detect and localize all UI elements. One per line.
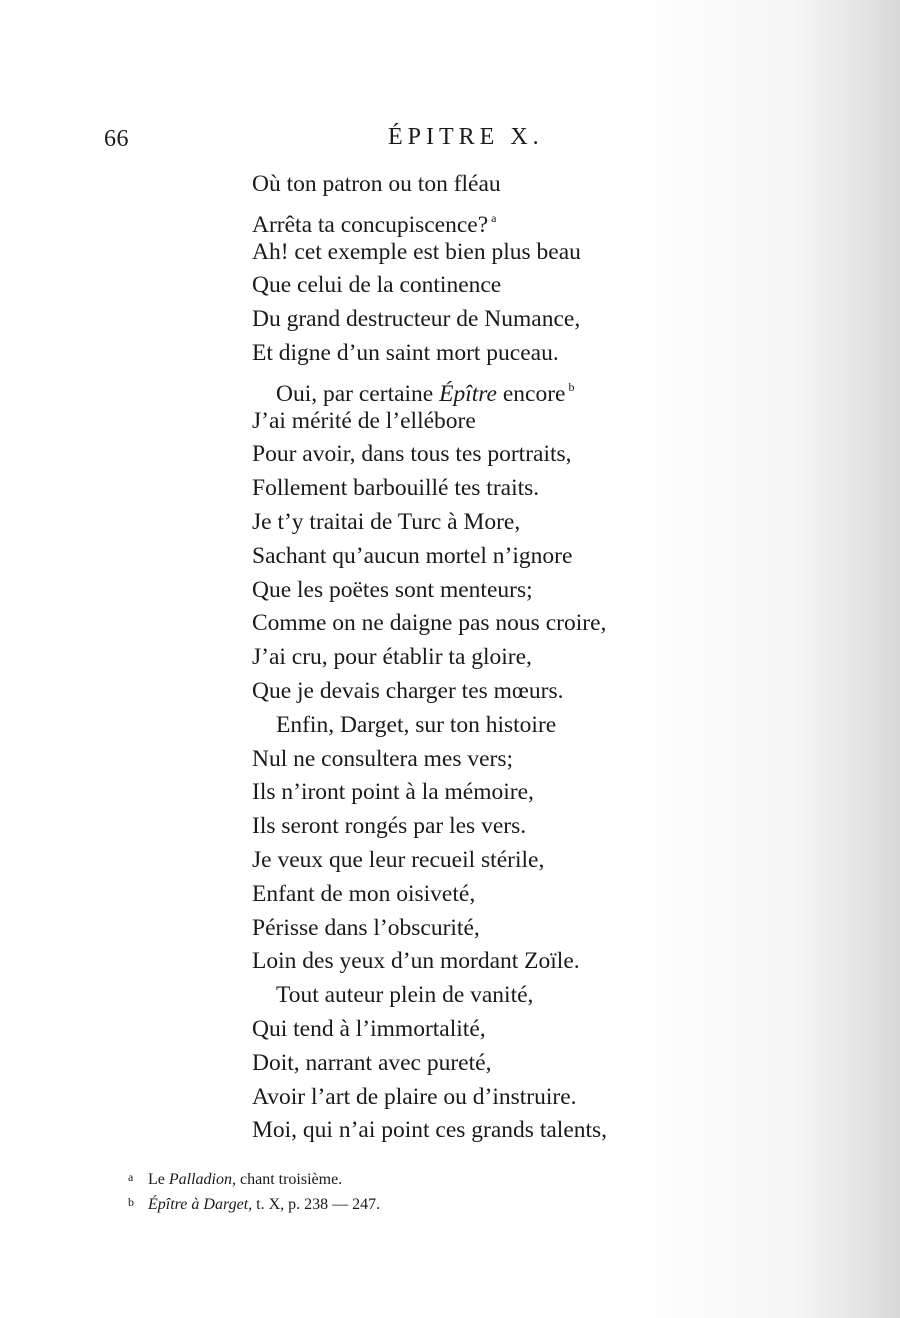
footnote-text: t. X, p. 238 — 247. [252,1196,381,1213]
verse-line [252,912,607,946]
verse-line [252,979,607,1013]
verse-text: Pour avoir, dans tous tes portraits, [252,441,572,468]
verse-line [252,371,607,405]
verse-text: Que je devais charger tes mœurs. [252,677,564,704]
verse-line [252,1013,607,1047]
verse-text: Loin des yeux d’un mordant Zoïle. [252,948,580,975]
verse-line [252,844,607,878]
running-title: ÉPITRE X. [388,124,544,150]
verse-text: Que les poëtes sont menteurs; [252,576,533,603]
note-reference: a [491,210,497,225]
verse-line [252,540,607,574]
verse-line [252,810,607,844]
footnote [128,1190,380,1215]
verse-line [252,776,607,810]
verse-text: Oui, par certaine [276,380,440,407]
verse-line [252,945,607,979]
verse-line [252,303,607,337]
verse-text: Avoir l’art de plaire ou d’instruire. [252,1083,577,1110]
verse-text: Périsse dans l’obscurité, [252,914,480,941]
page-number: 66 [104,126,129,152]
verse-text: J’ai cru, pour établir ta gloire, [252,644,532,671]
verse-line [252,574,607,608]
footnote-letter: a [128,1170,134,1184]
verse-italic-text: Épître [439,380,497,407]
verse-line [252,506,607,540]
verse-text: Comme on ne daigne pas nous croire, [252,610,607,637]
poem-text [252,168,607,1148]
verse-line [252,607,607,641]
verse-line [252,1047,607,1081]
verse-text: Et digne d’un saint mort puceau. [252,339,559,366]
verse-text: Ah! cet exemple est bien plus beau [252,238,581,265]
verse-line [252,337,607,371]
verse-text: Du grand destructeur de Numance, [252,306,581,333]
verse-line [252,472,607,506]
note-reference: b [568,379,575,394]
verse-text: Moi, qui n’ai point ces grands talents, [252,1117,608,1144]
verse-text: Ils seront rongés par les vers. [252,813,527,840]
verse-line [252,168,607,202]
verse-text: Arrêta ta concupiscence? [252,211,489,238]
verse-line [252,438,607,472]
verse-text: Qui tend à l’immortalité, [252,1015,486,1042]
verse-text: Enfin, Darget, sur ton histoire [276,711,557,738]
verse-text: Tout auteur plein de vanité, [276,982,534,1009]
verse-text: J’ai mérité de l’ellébore [252,407,476,434]
verse-line [252,236,607,270]
verse-line [252,709,607,743]
footnote [128,1165,380,1190]
verse-line [252,405,607,439]
verse-text: Doit, narrant avec pureté, [252,1049,492,1076]
verse-line [252,641,607,675]
verse-line [252,1114,607,1148]
verse-text: Je t’y traitai de Turc à More, [252,508,521,535]
verse-text: Nul ne consultera mes vers; [252,745,514,772]
verse-line [252,878,607,912]
footnotes [128,1165,380,1215]
footnote-letter: b [128,1195,134,1209]
verse-text: Enfant de mon oisiveté, [252,880,476,907]
verse-text: Ils n’iront point à la mémoire, [252,779,534,806]
footnote-text: Le [148,1171,169,1188]
verse-line [252,1081,607,1115]
verse-line [252,269,607,303]
footnote-text: chant troisième. [235,1171,343,1188]
verse-line [252,202,607,236]
verse-text: Follement barbouillé tes traits. [252,475,540,502]
verse-line [252,675,607,709]
footnote-italic-text: Palladion, [168,1171,236,1188]
verse-text: Que celui de la continence [252,272,502,299]
verse-text: Je veux que leur recueil stérile, [252,846,545,873]
verse-text: encore [497,380,566,407]
footnote-italic-text: Épître à Darget, [148,1196,253,1213]
verse-line [252,743,607,777]
verse-text: Sachant qu’aucun mortel n’ignore [252,542,573,569]
verse-text: Où ton patron ou ton fléau [252,171,501,197]
